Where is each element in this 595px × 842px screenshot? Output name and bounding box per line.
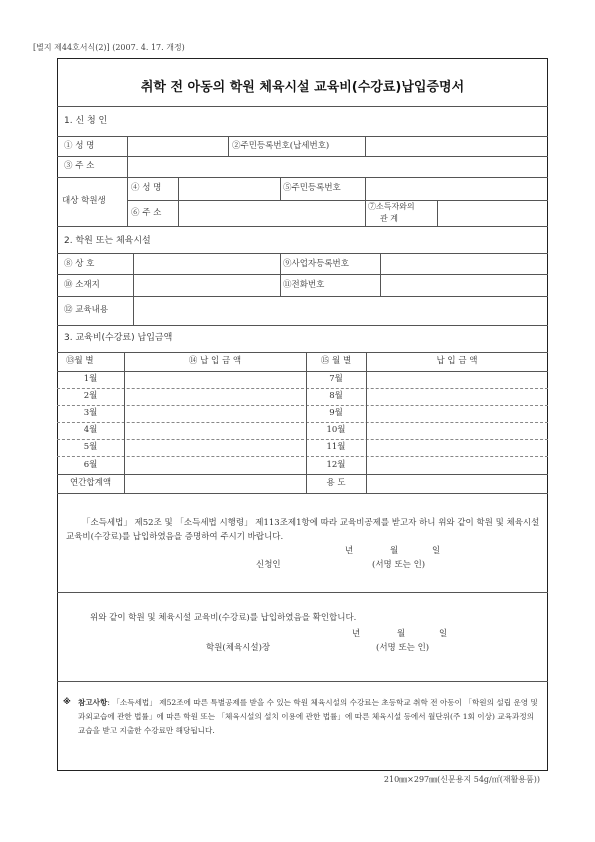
label-student-name: ④ 성 명	[131, 183, 162, 193]
label-trade-name: ⑧ 상 호	[64, 259, 95, 269]
form-number-note: [별지 제44호서식(2)] (2007. 4. 17. 개정)	[33, 43, 185, 52]
applicant-sign-note: (서명 또는 인)	[372, 560, 426, 570]
month-cell: 7월	[329, 374, 343, 384]
section-applicant-heading: 1. 신 청 인	[64, 116, 108, 126]
label-target-student: 대상 학원생	[62, 196, 106, 206]
confirm-date-day: 일	[439, 629, 448, 639]
label-student-address: ⑥ 주 소	[131, 208, 162, 218]
section-academy-heading: 2. 학원 또는 체육시설	[64, 236, 151, 246]
month-cell: 5월	[83, 442, 98, 452]
reference-mark: ※	[63, 697, 71, 706]
label-applicant: 신청인	[256, 560, 281, 570]
label-relation-line1: ⑦소득자와의	[368, 202, 415, 211]
col-amount-left: ⑭ 납 입 금 액	[188, 356, 242, 366]
confirm-text: 위와 같이 학원 및 체육시설 교육비(수강료)를 납입하였음을 확인합니다.	[90, 613, 357, 623]
month-cell: 8월	[329, 391, 343, 401]
reference-notes	[78, 696, 538, 738]
col-month-left: ⑬월 별	[66, 356, 94, 366]
month-cell: 1월	[83, 374, 98, 384]
label-academy-head: 학원(체육시설)장	[206, 643, 271, 653]
label-education-content: ⑫ 교육내용	[64, 305, 109, 315]
request-text: 「소득세법」 제52조 및 「소득세법 시행령」 제113조제1항에 따라 교육비공제를 받고자 하니 위와 같이 학원 및 체육시설 교육비(수강료)를 납입하였음을 증명하여 주시기 바랍니다.	[66, 518, 540, 542]
reference-label: 참고사항	[78, 698, 108, 707]
confirm-date-year: 년	[352, 629, 361, 639]
col-month-right: ⑮ 월 별	[320, 356, 352, 366]
form-title: 취학 전 아동의 학원 체육시설 교육비(수강료)납입증명서	[140, 80, 465, 95]
confirm-date-month: 월	[397, 629, 406, 639]
reference-text: : 「소득세법」 제52조에 따른 특별공제를 받을 수 있는 학원 체육시설의 수강료는 초등학교 취학 전 아동이 「학원의 설립 운영 및 과외교습에 관한 법률」에 따른 학원 또는 「체육시설의 설치 이용에 관한 법률」에 따른 체육시설 등에서 월단위(주 1회 이상) 교육과정의 교습을 받고 지출한 수강료만 해당됩니다.	[78, 698, 538, 735]
month-cell: 3월	[83, 408, 98, 418]
label-address: ③ 주 소	[64, 161, 95, 171]
paper-size-note: 210㎜×297㎜(신문용지 54g/㎡(재활용품))	[383, 775, 540, 784]
month-cell: 12월	[326, 460, 346, 470]
month-cell: 9월	[329, 408, 343, 418]
label-phone: ⑪전화번호	[283, 280, 325, 290]
month-cell: 4월	[83, 425, 98, 435]
academy-head-sign-note: (서명 또는 인)	[376, 643, 430, 653]
request-date-month: 월	[390, 546, 399, 556]
month-cell: 6월	[83, 460, 98, 470]
month-cell: 11월	[326, 442, 346, 452]
label-location: ⑩ 소재지	[64, 280, 100, 290]
request-date-year: 년	[345, 546, 354, 556]
request-date-day: 일	[432, 546, 441, 556]
month-cell: 2월	[83, 391, 98, 401]
label-relation-line2: 관 계	[380, 214, 398, 223]
label-annual-total: 연간합계액	[69, 478, 112, 488]
section-payment-heading: 3. 교육비(수강료) 납입금액	[64, 333, 173, 343]
label-name: ① 성 명	[64, 141, 95, 151]
form-frame	[57, 58, 548, 771]
col-amount-right: 납 입 금 액	[436, 356, 478, 366]
label-business-number: ⑨사업자등록번호	[283, 259, 349, 269]
label-usage: 용 도	[326, 478, 346, 488]
label-student-rrn: ⑤주민등록번호	[283, 183, 341, 193]
label-rrn: ②주민등록번호(납세번호)	[232, 141, 330, 151]
month-cell: 10월	[326, 425, 346, 435]
